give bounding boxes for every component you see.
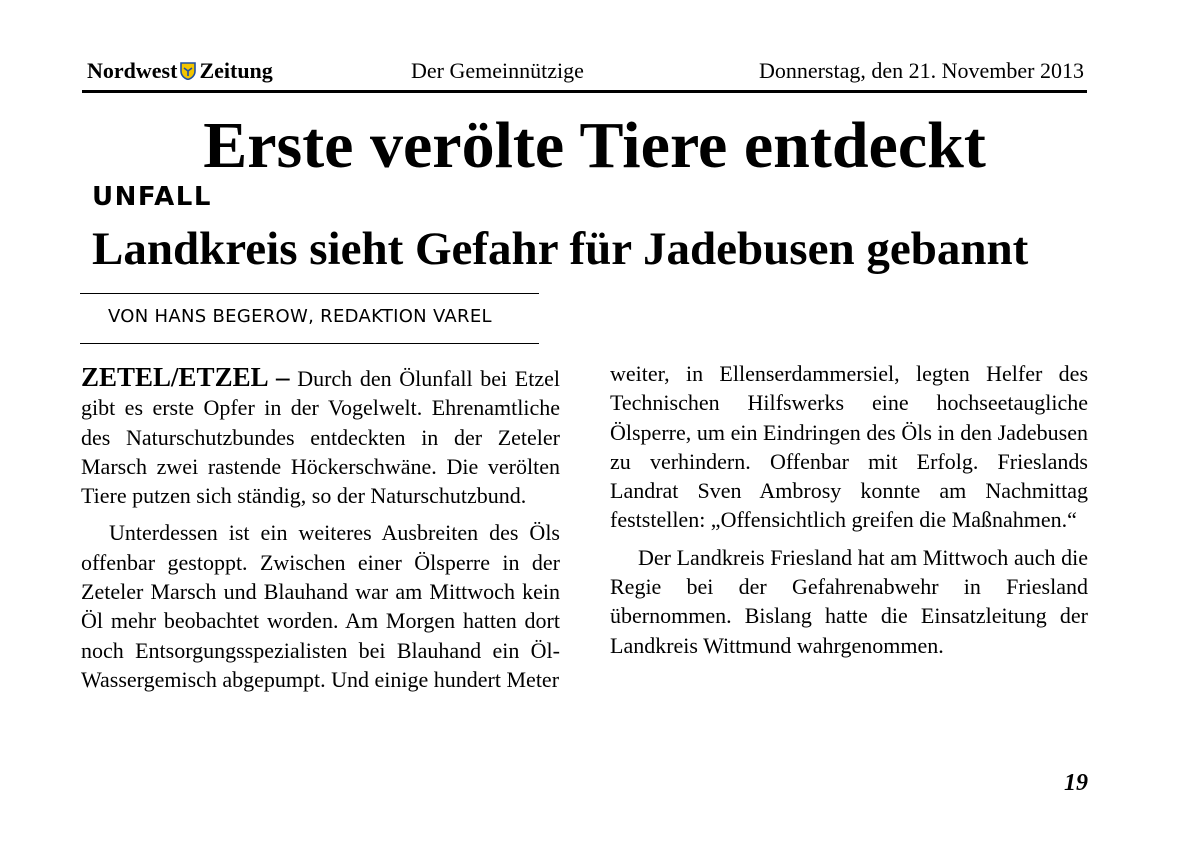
byline-rule-top (80, 293, 539, 294)
headline: Erste verölte Tiere entdeckt (203, 109, 986, 182)
kicker: UNFALL (92, 182, 212, 212)
byline-rule-bottom (80, 343, 539, 344)
coat-of-arms-icon (180, 60, 196, 78)
column-left (81, 363, 560, 694)
article-dateline: ZETEL/ETZEL – (81, 362, 290, 392)
issue-date: Donnerstag, den 21. November 2013 (758, 58, 1084, 83)
column-right (610, 359, 1088, 660)
brand-name-right: Zeitung (199, 58, 273, 83)
byline: VON HANS BEGEROW, REDAKTION VAREL (108, 306, 492, 327)
paragraph (81, 363, 560, 510)
masthead (82, 56, 1087, 90)
newspaper-brand (87, 58, 273, 84)
page-number: 19 (1064, 770, 1088, 796)
paragraph-text: Durch den Ölunfall bei Etzel gibt es erste Opfer in der Vogelwelt. Ehrenamtliche des Naturschutzbundes entdeckten in der Zeteler Marsch zwei rastende Höckerschwäne. Die verölten Tiere putzen sich ständig, so der Naturschutzbund. (81, 366, 560, 509)
paragraph: Der Landkreis Friesland hat am Mittwoch auch die Regie bei der Gefahrenabwehr in Friesland übernommen. Bislang hatte die Einsatzleitung der Landkreis Wittmund wahrgenommen. (610, 544, 1088, 658)
paragraph: Unterdessen ist ein weiteres Ausbreiten des Öls offenbar gestoppt. Zwischen einer Ölsperre in der Zeteler Marsch und Blauhand war am Mittwoch kein Öl mehr beobachtet worden. Am Morgen hatten dort noch Entsorgungsspezialisten bei Blauhand ein Öl-Wassergemisch abgepumpt. Und einige hundert Meter (81, 520, 560, 692)
paragraph: weiter, in Ellenserdammersiel, legten Helfer des Technischen Hilfswerks eine hochseetaugliche Ölsperre, um ein Eindringen des Öls in den Jadebusen zu verhindern. Offenbar mit Erfolg. Frieslands Landrat Sven Ambrosy konnte am Nachmittag feststellen: „Offensichtlich greifen die Maßnahmen.“ (610, 361, 1088, 533)
section-name: Der Gemeinnützige (411, 58, 584, 83)
brand-name-left: Nordwest (87, 58, 178, 83)
subheadline: Landkreis sieht Gefahr für Jadebusen gebannt (92, 223, 1029, 275)
masthead-rule (82, 90, 1087, 93)
